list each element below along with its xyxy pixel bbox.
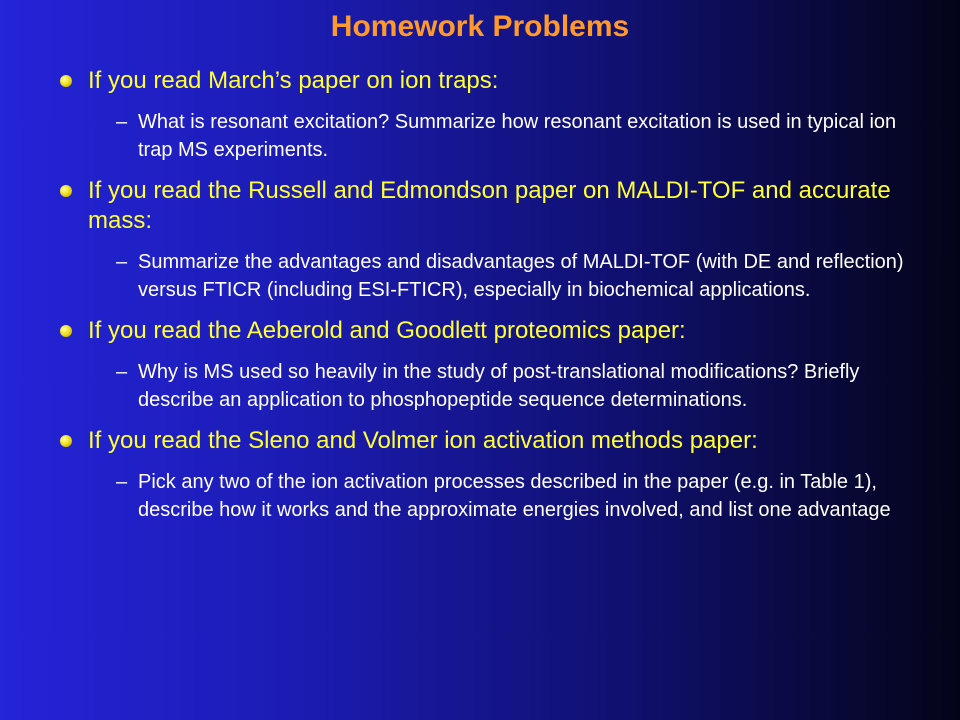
bullet-heading: If you read March’s paper on ion traps:	[88, 67, 499, 94]
bullet-dot-icon	[60, 75, 72, 87]
bullet-item	[56, 66, 916, 96]
bullet-item	[56, 316, 916, 346]
sub-item	[56, 108, 916, 164]
slide-content	[56, 66, 916, 536]
dash-icon: –	[116, 111, 128, 133]
slide-title: Homework Problems	[330, 10, 630, 43]
sub-item	[56, 248, 916, 304]
sub-text: Pick any two of the ion activation processes described in the paper (e.g. in Table 1), describe how it works and the approximate energies involved, and list one advantage	[138, 471, 891, 521]
sub-text: Why is MS used so heavily in the study of post-translational modifications? Briefly describe an application to phosphopeptide sequence determinations.	[138, 361, 860, 411]
bullet-item	[56, 176, 916, 236]
sub-item	[56, 358, 916, 414]
bullet-heading: If you read the Aeberold and Goodlett proteomics paper:	[88, 317, 686, 344]
bullet-heading: If you read the Sleno and Volmer ion activation methods paper:	[88, 427, 758, 454]
sub-text: What is resonant excitation? Summarize how resonant excitation is used in typical ion trap MS experiments.	[138, 111, 897, 161]
sub-text: Summarize the advantages and disadvantages of MALDI-TOF (with DE and reflection) versus FTICR (including ESI-FTICR), especially in biochemical applications.	[138, 251, 904, 301]
bullet-dot-icon	[60, 435, 72, 447]
bullet-dot-icon	[60, 185, 72, 197]
dash-icon: –	[116, 361, 128, 383]
bullet-dot-icon	[60, 325, 72, 337]
sub-item	[56, 468, 916, 524]
dash-icon: –	[116, 251, 128, 273]
dash-icon: –	[116, 471, 128, 493]
bullet-heading: If you read the Russell and Edmondson paper on MALDI-TOF and accurate mass:	[88, 177, 891, 234]
bullet-item	[56, 426, 916, 456]
